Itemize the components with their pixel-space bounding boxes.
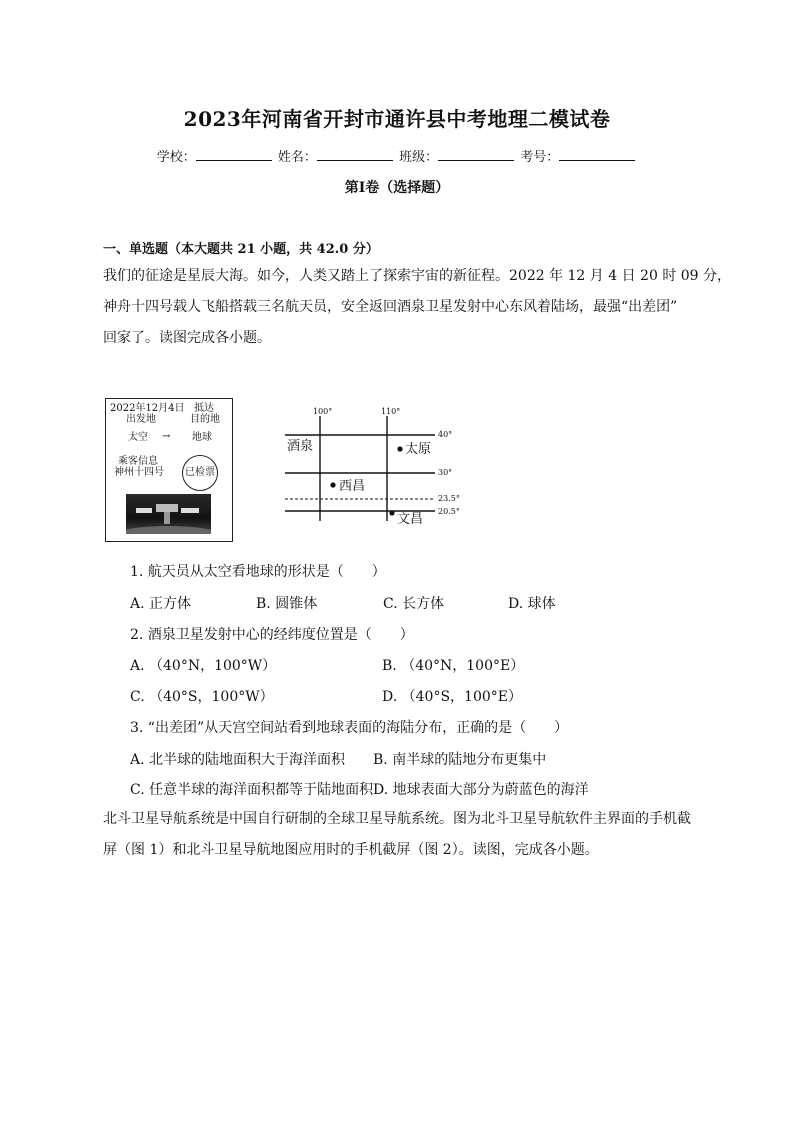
city-wenchang: 文昌 (397, 512, 424, 527)
section-heading: 一、单选题（本大题共 21 小题，共 42.0 分） (103, 242, 379, 257)
checked-stamp: 已检票 (182, 455, 218, 491)
ticket-figure (105, 398, 233, 542)
question-3-option-b[interactable]: B. 南半球的陆地分布更集中 (373, 752, 547, 768)
lat-30-label: 30° (438, 468, 453, 477)
question-2-option-c[interactable]: C. （40°S，100°W） (130, 689, 274, 705)
passage-1-line: 我们的征途是星辰大海。如今，人类又踏上了探索宇宙的新征程。2022 年 12 月 4 日 20 时 09 分， (103, 268, 732, 284)
lat-long-map (275, 405, 460, 534)
question-2-stem: 2. 酒泉卫星发射中心的经纬度位置是（ ） (130, 627, 414, 643)
class-blank[interactable] (438, 148, 514, 161)
ticket-depart-label: 出发地 (126, 414, 156, 425)
student-info-line (0, 146, 794, 165)
ticket-from: 太空 (128, 432, 148, 443)
question-3-option-d[interactable]: D. 地球表面大部分为蔚蓝色的海洋 (373, 782, 589, 798)
volume-heading: 第I卷（选择题） (344, 180, 450, 196)
city-xichang: 西昌 (339, 479, 366, 494)
question-2-option-d[interactable]: D. （40°S，100°E） (382, 689, 522, 705)
grid-map (275, 405, 460, 530)
question-1-option-c[interactable]: C. 长方体 (383, 596, 445, 612)
exam-title: 2023年河南省开封市通许县中考地理二模试卷 (183, 107, 611, 131)
class-label: 班级： (399, 150, 439, 165)
space-station-icon (126, 494, 211, 534)
question-3-option-a[interactable]: A. 北半球的陆地面积大于海洋面积 (130, 752, 346, 768)
ticket-passenger-label: 乘客信息 (118, 456, 158, 467)
lon-110-label: 110° (381, 407, 401, 416)
space-station-photo (126, 494, 211, 534)
name-label: 姓名： (277, 150, 317, 165)
school-blank[interactable] (196, 148, 272, 161)
ticket-passenger-name: 神州十四号 (114, 467, 164, 478)
question-1-option-b[interactable]: B. 圆锥体 (256, 596, 318, 612)
school-label: 学校： (156, 150, 196, 165)
passage-2-line: 北斗卫星导航系统是中国自行研制的全球卫星导航系统。图为北斗卫星导航软件主界面的手机截 (103, 811, 691, 827)
lat-23-5-label: 23.5° (438, 494, 460, 503)
question-1-stem: 1. 航天员从太空看地球的形状是（ ） (130, 564, 386, 580)
passage-1-line: 神舟十四号载人飞船搭载三名航天员，安全返回酒泉卫星发射中心东风着陆场，最强“出差团” (103, 299, 678, 315)
lon-100-label: 100° (313, 407, 333, 416)
number-label: 考号： (520, 150, 560, 165)
arrow-right-icon: → (162, 431, 171, 442)
passage-1 (103, 264, 732, 351)
lat-20-5-label: 20.5° (438, 507, 460, 516)
question-3-stem: 3. “出差团”从天宫空间站看到地球表面的海陆分布，正确的是（ ） (130, 720, 569, 736)
name-blank[interactable] (317, 148, 393, 161)
ticket-arrive-label-1: 抵达 (194, 403, 214, 414)
question-2-option-a[interactable]: A. （40°N，100°W） (130, 658, 277, 674)
passage-2 (103, 807, 703, 863)
question-2-option-b[interactable]: B. （40°N，100°E） (382, 658, 525, 674)
question-1-option-a[interactable]: A. 正方体 (130, 596, 192, 612)
ticket-to: 地球 (192, 432, 212, 443)
number-blank[interactable] (559, 148, 635, 161)
city-taiyuan: 太原 (405, 442, 432, 457)
passage-1-line: 回家了。读图完成各小题。 (103, 330, 271, 346)
question-3-option-c[interactable]: C. 任意半球的海洋面积都等于陆地面积 (130, 782, 374, 798)
city-jiuquan: 酒泉 (287, 439, 314, 454)
question-1-option-d[interactable]: D. 球体 (508, 596, 556, 612)
ticket-arrive-label-2: 目的地 (190, 414, 220, 425)
passage-2-line: 屏（图 1）和北斗卫星导航地图应用时的手机截屏（图 2）。读图，完成各小题。 (103, 842, 599, 858)
ticket-date: 2022年12月4日 (110, 403, 185, 414)
lat-40-label: 40° (438, 430, 453, 439)
